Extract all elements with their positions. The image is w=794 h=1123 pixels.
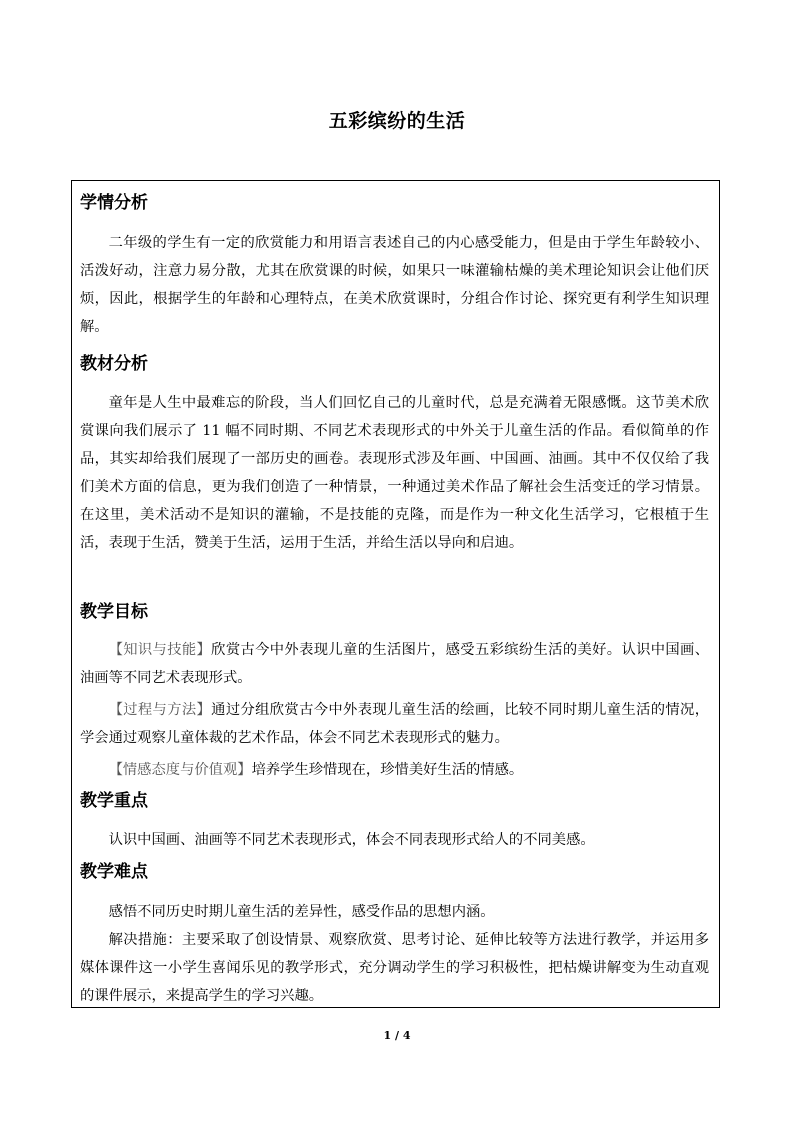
goal-process — [80, 696, 709, 752]
goal-emotion — [80, 756, 709, 784]
heading-difficulty: 教学难点 — [80, 862, 148, 882]
paragraph-solution: 解决措施：主要采取了创设情景、观察欣赏、思考讨论、延伸比较等方法进行教学，并运用多媒体课件这一小学生喜闻乐见的教学形式，充分调动学生的学习积极性，把枯燥讲解变为生动直观的课件展示，来提高学生的学习兴趣。 — [80, 932, 709, 1004]
goal-knowledge-text: 欣赏古今中外表现儿童的生活图片，感受五彩缤纷生活的美好。认识中国画、油画等不同艺术表现形式。 — [80, 642, 710, 686]
heading-goals: 教学目标 — [80, 602, 148, 622]
goal-knowledge-tag: 【知识与技能】 — [108, 642, 212, 658]
goal-emotion-tag: 【情感态度与价值观】 — [108, 762, 252, 778]
heading-material: 教材分析 — [80, 354, 148, 374]
heading-key: 教学重点 — [80, 791, 148, 811]
document-title: 五彩缤纷的生活 — [328, 110, 466, 132]
paragraph-difficulty: 感悟不同历史时期儿童生活的差异性，感受作品的思想内涵。 — [108, 904, 495, 920]
goal-knowledge — [80, 636, 709, 692]
content-table — [71, 180, 720, 1008]
paragraph-key: 认识中国画、油画等不同艺术表现形式，体会不同表现形式给人的不同美感。 — [108, 832, 595, 848]
heading-analysis: 学情分析 — [80, 193, 148, 213]
paragraph-analysis: 二年级的学生有一定的欣赏能力和用语言表述自己的内心感受能力，但是由于学生年龄较小、活泼好动，注意力易分散，尤其在欣赏课的时候，如果只一味灌输枯燥的美术理论知识会让他们厌烦，因此，根据学生的年龄和心理特点，在美术欣赏课时，分组合作讨论、探究更有利学生知识理解。 — [80, 235, 709, 335]
goal-process-tag: 【过程与方法】 — [108, 702, 212, 718]
goal-process-text: 通过分组欣赏古今中外表现儿童生活的绘画，比较不同时期儿童生活的情况，学会通过观察儿童体裁的艺术作品，体会不同艺术表现形式的魅力。 — [80, 702, 710, 746]
paragraph-material: 童年是人生中最难忘的阶段，当人们回忆自己的儿童时代，总是充满着无限感慨。这节美术欣赏课向我们展示了 11 幅不同时期、不同艺术表现形式的中外关于儿童生活的作品。看似简单的作品，其实却给我们展现了一部历史的画卷。表现形式涉及年画、中国画、油画。其中不仅仅给了我们美术方面的信息，更为我们创造了一种情景，一种通过美术作品了解社会生活变迁的学习情景。在这里，美术活动不是知识的灌输，不是技能的克隆，而是作为一种文化生活学习，它根植于生活，表现于生活，赞美于生活，运用于生活，并给生活以导向和启迪。 — [80, 395, 709, 551]
goal-emotion-text: 培养学生珍惜现在，珍惜美好生活的情感。 — [251, 762, 524, 778]
page-number: 1 / 4 — [383, 1029, 411, 1042]
